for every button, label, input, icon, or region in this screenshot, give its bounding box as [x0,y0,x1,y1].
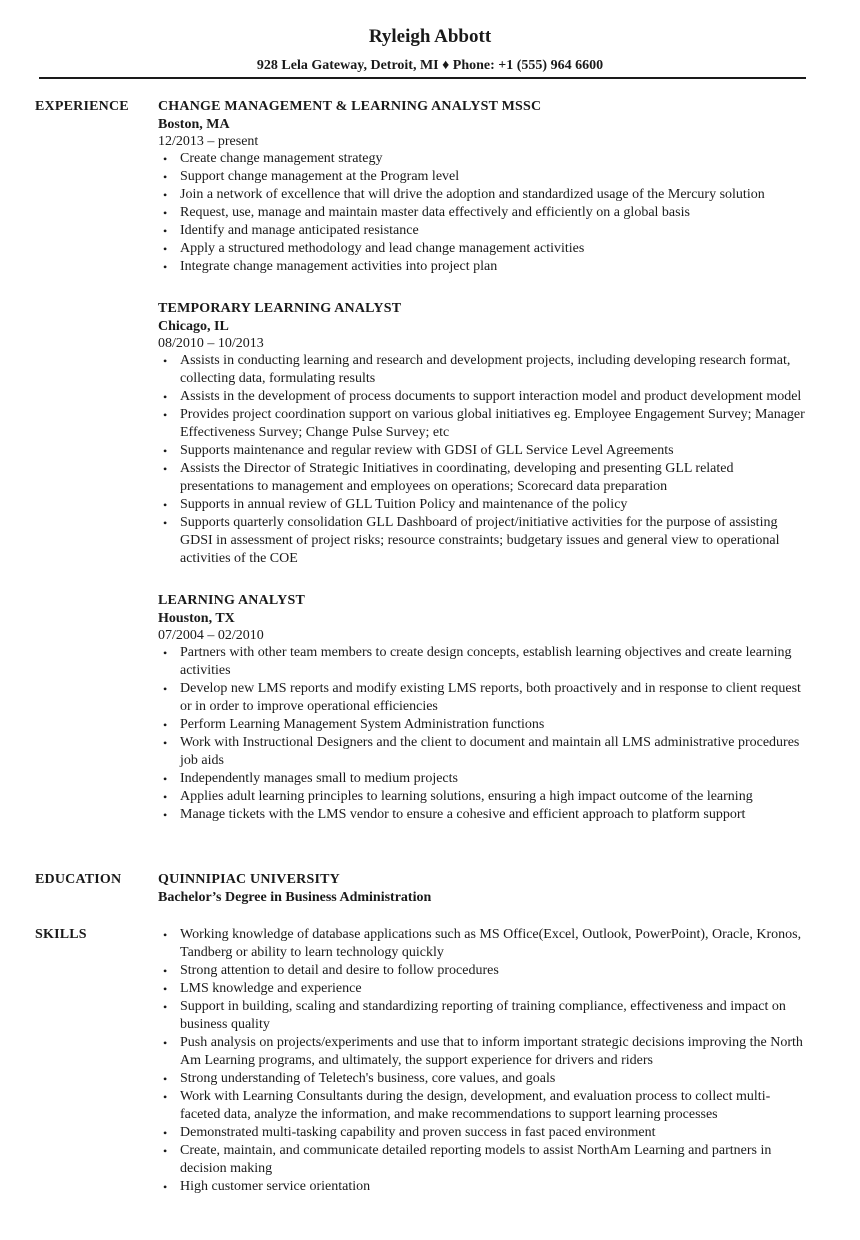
bullet-icon: • [163,242,168,256]
bullet-item [158,222,808,240]
bullet-item [158,1034,808,1070]
bullet-text: Identify and manage anticipated resistance [180,223,419,238]
bullet-item [158,770,808,788]
job-location: Chicago, IL [158,319,229,334]
bullet-text: Partners with other team members to create design concepts, establish learning objectives and create learning activities [180,645,792,678]
bullet-text: High customer service orientation [180,1179,371,1194]
bullet-icon: • [163,1000,168,1014]
bullet-item [158,352,808,388]
bullet-text: Support change management at the Program level [180,169,460,184]
bullet-item [158,240,808,258]
job-dates: 12/2013 – present [158,134,259,149]
education-degree: Bachelor’s Degree in Business Administration [158,890,432,905]
bullet-item [158,926,808,962]
bullet-text: Request, use, manage and maintain master data effectively and efficiently on a global basis [180,205,690,220]
bullet-text: Create change management strategy [180,151,383,166]
bullet-text: Push analysis on projects/experiments and use that to inform important strategic decisions improving the North Am Learning programs, and ultimately, the support experience for drivers and riders [180,1035,803,1068]
bullet-icon: • [163,354,168,368]
bullet-text: Independently manages small to medium projects [180,771,458,786]
bullet-item [158,998,808,1034]
bullet-icon: • [163,390,168,404]
bullet-text: Assists in the development of process documents to support interaction model and product development model [180,389,802,404]
bullet-icon: • [163,682,168,696]
job-entry [158,592,808,824]
bullet-item [158,496,808,514]
bullet-text: Assists in conducting learning and research and development projects, including developing research format, collecting data, formulating results [180,353,791,386]
bullet-item [158,1124,808,1142]
bullet-item [158,788,808,806]
job-dates: 07/2004 – 02/2010 [158,628,264,643]
bullet-icon: • [163,982,168,996]
bullet-item [158,460,808,496]
skills-body [158,926,808,1196]
education-school: QUINNIPIAC UNIVERSITY [158,872,340,887]
bullet-item [158,150,808,168]
job-dates: 08/2010 – 10/2013 [158,336,264,351]
job-location: Houston, TX [158,611,235,626]
bullet-item [158,258,808,276]
bullet-item [158,962,808,980]
job-title: LEARNING ANALYST [158,593,306,608]
bullet-icon: • [163,516,168,530]
skills-label: SKILLS [35,927,87,942]
bullet-icon: • [163,152,168,166]
bullet-item [158,388,808,406]
bullet-icon: • [163,808,168,822]
skills-list [158,926,808,1196]
bullet-icon: • [163,928,168,942]
bullet-item [158,1178,808,1196]
bullet-icon: • [163,646,168,660]
bullet-icon: • [163,1126,168,1140]
bullet-icon: • [163,790,168,804]
bullet-item [158,644,808,680]
bullet-text: Supports quarterly consolidation GLL Dashboard of project/initiative activities for the purpose of assisting GDSI in assessment of project risks; resource constraints; budgetary issues and general view to operational activities of the COE [180,515,780,566]
bullet-item [158,186,808,204]
bullet-text: Support in building, scaling and standardizing reporting of training compliance, effectiveness and impact on business quality [180,999,786,1032]
job-entry [158,300,808,568]
job-bullets [158,352,808,568]
experience-list [158,98,808,824]
bullet-text: Integrate change management activities into project plan [180,259,498,274]
bullet-text: Work with Instructional Designers and the client to document and maintain all LMS administrative procedures job aids [180,735,800,768]
bullet-icon: • [163,462,168,476]
header-divider [39,77,806,79]
bullet-text: Develop new LMS reports and modify existing LMS reports, both proactively and in response to client request or in order to improve operational efficiencies [180,681,801,714]
bullet-item [158,1088,808,1124]
candidate-name: Ryleigh Abbott [368,26,492,47]
bullet-text: Strong understanding of Teletech's business, core values, and goals [180,1071,556,1086]
bullet-icon: • [163,772,168,786]
bullet-icon: • [163,224,168,238]
contact-line: 928 Lela Gateway, Detroit, MI ♦ Phone: +1 (555) 964 6600 [256,58,604,73]
resume-header [0,25,860,75]
bullet-text: Supports in annual review of GLL Tuition Policy and maintenance of the policy [180,497,628,512]
bullet-item [158,806,808,824]
bullet-text: Perform Learning Management System Administration functions [180,717,545,732]
bullet-icon: • [163,408,168,422]
bullet-icon: • [163,718,168,732]
bullet-text: Apply a structured methodology and lead change management activities [180,241,585,256]
bullet-item [158,204,808,222]
bullet-text: Applies adult learning principles to learning solutions, ensuring a high impact outcome of the learning [180,789,753,804]
bullet-item [158,168,808,186]
job-title: CHANGE MANAGEMENT & LEARNING ANALYST MSSC [158,99,542,114]
education-label: EDUCATION [35,872,122,887]
bullet-item [158,1142,808,1178]
bullet-text: Create, maintain, and communicate detailed reporting models to assist NorthAm Learning and partners in decision making [180,1143,772,1176]
bullet-text: Strong attention to detail and desire to follow procedures [180,963,499,978]
bullet-text: LMS knowledge and experience [180,981,362,996]
bullet-text: Join a network of excellence that will drive the adoption and standardized usage of the Mercury solution [180,187,765,202]
bullet-icon: • [163,188,168,202]
bullet-icon: • [163,498,168,512]
bullet-icon: • [163,736,168,750]
bullet-item [158,980,808,998]
bullet-item [158,514,808,568]
job-title: TEMPORARY LEARNING ANALYST [158,301,402,316]
job-bullets [158,150,808,276]
bullet-icon: • [163,1072,168,1086]
experience-label: EXPERIENCE [35,99,129,114]
bullet-icon: • [163,444,168,458]
job-location: Boston, MA [158,117,230,132]
bullet-text: Working knowledge of database applications such as MS Office(Excel, Outlook, PowerPoint), Oracle, Kronos, Tandberg or ability to learn technology quickly [180,927,802,960]
bullet-text: Supports maintenance and regular review with GDSI of GLL Service Level Agreements [180,443,674,458]
bullet-icon: • [163,1090,168,1104]
bullet-icon: • [163,1180,168,1194]
job-bullets [158,644,808,824]
bullet-icon: • [163,964,168,978]
bullet-text: Demonstrated multi-tasking capability and proven success in fast paced environment [180,1125,656,1140]
job-entry [158,98,808,276]
bullet-item [158,680,808,716]
bullet-icon: • [163,1036,168,1050]
bullet-item [158,442,808,460]
bullet-item [158,716,808,734]
bullet-text: Manage tickets with the LMS vendor to ensure a cohesive and efficient approach to platform support [180,807,746,822]
bullet-icon: • [163,1144,168,1158]
education-entry [158,871,808,907]
bullet-icon: • [163,260,168,274]
bullet-text: Provides project coordination support on various global initiatives eg. Employee Engagement Survey; Manager Effectiveness Survey; Change Pulse Survey; etc [180,407,805,440]
bullet-text: Assists the Director of Strategic Initiatives in coordinating, developing and presenting GLL related presentations to management and employees on operations; Scorecard data preparation [180,461,734,494]
bullet-item [158,1070,808,1088]
bullet-text: Work with Learning Consultants during the design, development, and evaluation process to collect multi-faceted data, analyze the information, and make recommendations to support learning processes [180,1089,771,1122]
bullet-item [158,734,808,770]
bullet-icon: • [163,206,168,220]
bullet-icon: • [163,170,168,184]
bullet-item [158,406,808,442]
